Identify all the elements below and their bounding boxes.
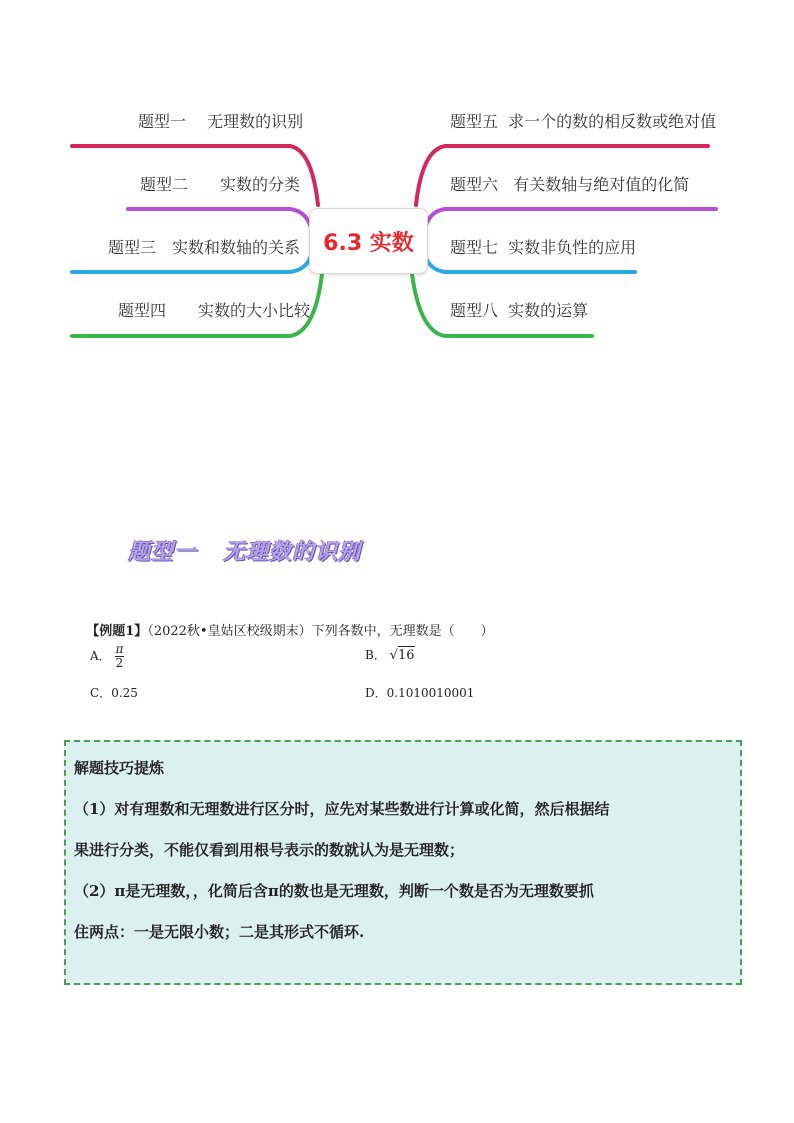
fraction-denominator: 2 [115, 656, 124, 670]
square-root: √16 [389, 648, 415, 663]
branch-label-right-1: 题型五 求一个的数的相反数或绝对值 [450, 112, 717, 131]
branch-label-right-2: 题型六 有关数轴与绝对值的化简 [450, 175, 690, 194]
branch-line-right-3 [426, 258, 635, 272]
option-b-label: B． [365, 648, 386, 662]
option-d-label: D． [365, 686, 387, 700]
fraction-pi-over-2 [115, 643, 125, 670]
branch-label-left-2: 题型二 实数的分类 [140, 175, 301, 194]
branch-line-right-2 [426, 209, 716, 225]
option-d-value: 0.1010010001 [386, 686, 475, 700]
radicand: 16 [397, 648, 415, 663]
example-tag: 【例题1】 [86, 624, 148, 639]
option-a[interactable] [90, 643, 124, 670]
fraction-numerator: π [115, 642, 124, 656]
example-source: （2022秋•皇姑区校级期末）下列各数中，无理数是（ ） [147, 624, 494, 639]
tips-line-1: （1）对有理数和无理数进行区分时，应先对某些数进行计算或化简，然后根据结 [74, 800, 610, 818]
section-title: 题型一 无理数的识别 [128, 540, 361, 565]
example-question [78, 605, 494, 639]
option-d[interactable] [365, 684, 474, 701]
tips-title: 解题技巧提炼 [74, 759, 165, 777]
branch-line-left-2 [128, 209, 310, 225]
option-c[interactable] [90, 684, 138, 701]
option-a-label: A． [90, 649, 111, 663]
mind-map-center-node [309, 208, 428, 274]
tips-line-4: 住两点：一是无限小数；二是其形式不循环. [74, 923, 365, 941]
option-c-label: C． [90, 686, 112, 700]
branch-label-left-3: 题型三 实数和数轴的关系 [108, 238, 301, 257]
chapter-title: 6.3 实数 [323, 230, 414, 256]
branch-label-left-4: 题型四 实数的大小比较 [118, 301, 311, 320]
option-b[interactable] [365, 646, 415, 663]
tips-box [64, 740, 742, 985]
tips-line-2: 果进行分类，不能仅看到用根号表示的数就认为是无理数； [74, 841, 465, 859]
branch-label-right-3: 题型七 实数非负性的应用 [450, 238, 637, 257]
branch-label-left-1: 题型一 无理数的识别 [138, 112, 304, 131]
branch-line-left-3 [72, 258, 310, 272]
branch-label-right-4: 题型八 实数的运算 [450, 301, 589, 320]
option-c-value: 0.25 [111, 686, 138, 700]
tips-line-3: （2）π是无理数，，化简后含π的数也是无理数，判断一个数是否为无理数要抓 [74, 882, 594, 900]
